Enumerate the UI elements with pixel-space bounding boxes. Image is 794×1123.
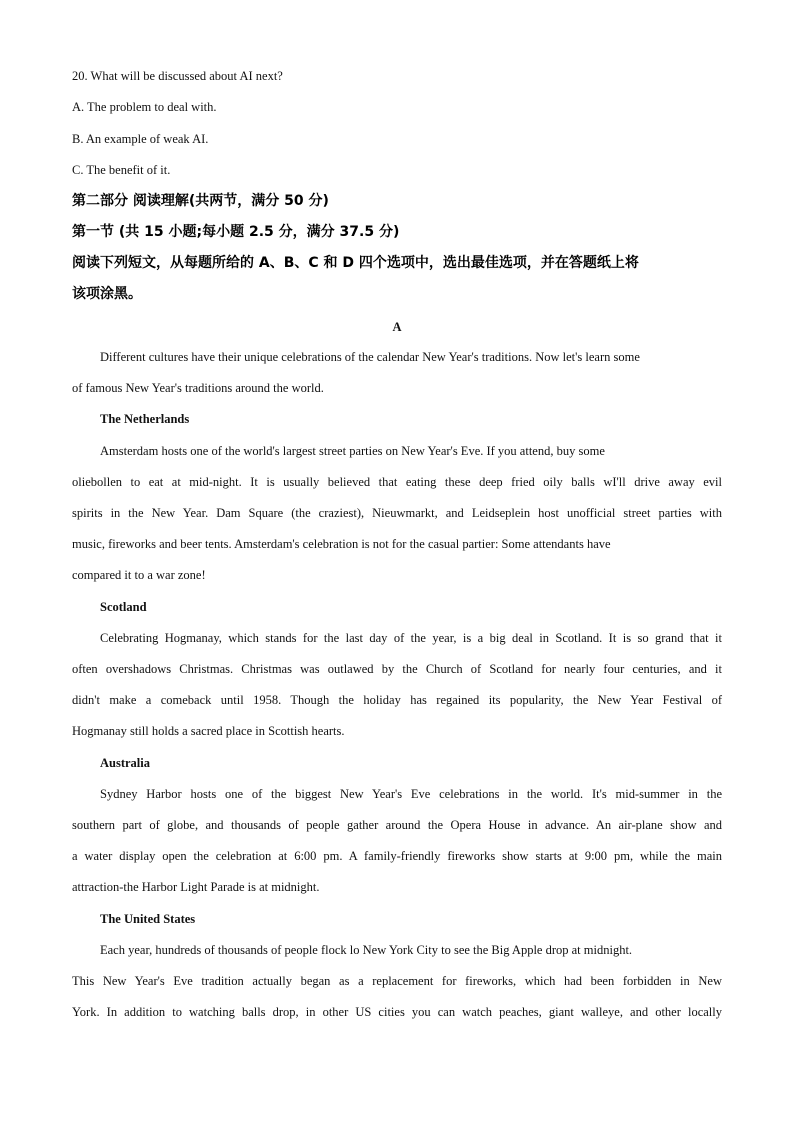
paragraph-line: oliebollen to eat at mid-night. It is usually believed that eating these deep fried oily balls wI'll drive away evil [72, 475, 722, 489]
paragraph-line: a water display open the celebration at 6:00 pm. A family-friendly fireworks show starts at 9:00 pm, while the main [72, 849, 722, 863]
section-heading-scotland: Scotland [100, 600, 147, 614]
paragraph-line: Hogmanay still holds a sacred place in Scottish hearts. [72, 724, 345, 738]
paragraph-line: music, fireworks and beer tents. Amsterdam's celebration is not for the casual partier: Some attendants have [72, 537, 611, 551]
paragraph-line: This New Year's Eve tradition actually began as a replacement for fireworks, which had been forbidden in New [72, 974, 722, 988]
section-heading-australia: Australia [100, 756, 150, 770]
paragraph-line: Amsterdam hosts one of the world's largest street parties on New Year's Eve. If you attend, buy some [100, 444, 605, 458]
paragraph-line: didn't make a comeback until 1958. Though the holiday has regained its popularity, the New Year Festival of [72, 693, 722, 707]
paragraph-line: York. In addition to watching balls drop, in other US cities you can watch peaches, giant walleye, and other locally [72, 1005, 722, 1019]
option-a: A. The problem to deal with. [72, 100, 217, 114]
part-heading: 第二部分 阅读理解(共两节，满分 50 分) [72, 193, 329, 209]
paragraph-line: Celebrating Hogmanay, which stands for the last day of the year, is a big deal in Scotland. It is so grand that it [100, 631, 722, 645]
option-b: B. An example of weak AI. [72, 132, 209, 146]
intro-line-1: Different cultures have their unique celebrations of the calendar New Year's traditions. Now let's learn some [100, 350, 640, 364]
paragraph-line: southern part of globe, and thousands of people gather around the Opera House in advance. An air-plane show and [72, 818, 722, 832]
paragraph-line: often overshadows Christmas. Christmas was outlawed by the Church of Scotland for nearly four centuries, and it [72, 662, 722, 676]
question-stem: 20. What will be discussed about AI next? [72, 69, 283, 83]
paragraph-line: compared it to a war zone! [72, 568, 206, 582]
passage-label: A [392, 320, 402, 334]
section-heading-netherlands: The Netherlands [100, 412, 190, 426]
paragraph-line: Each year, hundreds of thousands of people flock lo New York City to see the Big Apple drop at midnight. [100, 943, 633, 957]
paragraph-line: spirits in the New Year. Dam Square (the craziest), Nieuwmarkt, and Leidseplein host unofficial street parties with [72, 506, 722, 520]
instructions-line-1: 阅读下列短文，从每题所给的 A、B、C 和 D 四个选项中，选出最佳选项，并在答题纸上将 [72, 255, 639, 271]
subsection-heading: 第一节 (共 15 小题;每小题 2.5 分，满分 37.5 分) [72, 224, 400, 240]
section-heading-united-states: The United States [100, 912, 196, 926]
intro-line-2: of famous New Year's traditions around the world. [72, 381, 324, 395]
paragraph-line: attraction-the Harbor Light Parade is at midnight. [72, 880, 320, 894]
instructions-line-2: 该项涂黑。 [72, 286, 142, 302]
option-c: C. The benefit of it. [72, 163, 171, 177]
paragraph-line: Sydney Harbor hosts one of the biggest New Year's Eve celebrations in the world. It's mid-summer in the [100, 787, 722, 801]
